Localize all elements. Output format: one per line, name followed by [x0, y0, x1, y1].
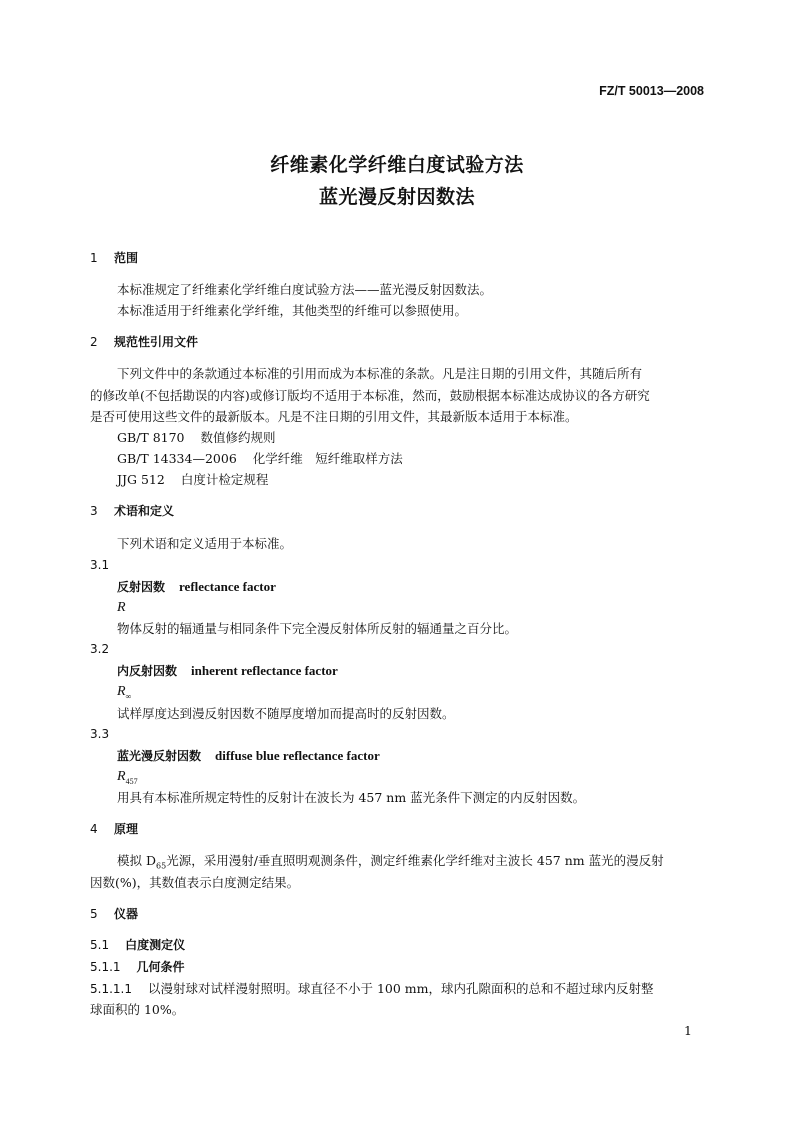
symbol-base: R: [117, 769, 126, 784]
symbol-base: R: [117, 600, 126, 615]
subsection-title: 几何条件: [136, 960, 185, 974]
term-definition: 试样厚度达到漫反射因数不随厚度增加而提高时的反射因数。: [117, 706, 455, 721]
section-number: 1: [90, 251, 98, 265]
term-definition: 物体反射的辐通量与相同条件下完全漫反射体所反射的辐通量之百分比。: [117, 621, 518, 636]
term-definition: 用具有本标准所规定特性的反射计在波长为 457 nm 蓝光条件下测定的内反射因数。: [117, 790, 586, 805]
term-zh: 反射因数: [117, 580, 166, 594]
paragraph-line: 下列文件中的条款通过本标准的引用而成为本标准的条款。凡是注日期的引用文件，其随后所有: [117, 366, 643, 381]
reference-title: 数值修约规则: [200, 430, 276, 445]
section-number: 4: [90, 822, 98, 836]
reference-code: JJG 512: [117, 472, 165, 487]
clause-number: 5.1.1.1: [90, 982, 132, 996]
paragraph: 本标准规定了纤维素化学纤维白度试验方法——蓝光漫反射因数法。: [117, 282, 493, 297]
term-zh: 内反射因数: [117, 664, 178, 678]
term-number: 3.3: [90, 727, 110, 741]
term-en: reflectance factor: [179, 579, 276, 594]
reference-item: [117, 451, 403, 467]
term-symbol: [117, 599, 126, 617]
term-number: 3.1: [90, 558, 110, 572]
term-entry: [117, 748, 380, 765]
text-run: 以漫射球对试样漫射照明。球直径不小于 100 mm，球内孔隙面积的总和不超过球内反射整: [147, 981, 654, 996]
section-title: 术语和定义: [114, 504, 175, 518]
subsection-title: 白度测定仪: [125, 938, 186, 952]
reference-item: [117, 430, 276, 446]
term-symbol: [117, 683, 131, 702]
section-number: 5: [90, 907, 98, 921]
paragraph: 本标准适用于纤维素化学纤维，其他类型的纤维可以参照使用。: [117, 303, 468, 318]
paragraph-line: 因数(%)，其数值表示白度测定结果。: [90, 875, 300, 890]
subsection-heading-5-1-1: [90, 960, 185, 976]
term-number: 3.2: [90, 642, 110, 656]
term-entry: [117, 579, 276, 596]
reference-code: GB/T 8170: [117, 430, 185, 445]
paragraph-line: 球面积的 10%。: [90, 1002, 185, 1017]
subsection-number: 5.1.1: [90, 960, 121, 974]
subscript: 65: [156, 861, 167, 871]
section-number: 3: [90, 504, 98, 518]
reference-code: GB/T 14334—2006: [117, 451, 237, 466]
text-run: 光源，采用漫射/垂直照明观测条件，测定纤维素化学纤维对主波长 457 nm 蓝光的漫反射: [166, 853, 664, 868]
section-heading-1: [90, 251, 138, 267]
reference-title: 化学纤维 短纤维取样方法: [252, 451, 403, 466]
section-title: 规范性引用文件: [114, 335, 199, 349]
symbol-base: R: [117, 684, 126, 699]
paragraph: 下列术语和定义适用于本标准。: [117, 536, 293, 551]
document-title-line2: 蓝光漫反射因数法: [318, 186, 475, 208]
term-en: inherent reflectance factor: [191, 663, 338, 678]
document-title-line1: 纤维素化学纤维白度试验方法: [270, 154, 524, 176]
term-entry: [117, 663, 338, 680]
section-title: 范围: [114, 251, 139, 265]
section-number: 2: [90, 335, 98, 349]
paragraph-line: 是否可使用这些文件的最新版本。凡是不注日期的引用文件，其最新版本适用于本标准。: [90, 409, 578, 424]
section-title: 原理: [114, 822, 139, 836]
paragraph-line: 的修改单(不包括勘误的内容)或修订版均不适用于本标准，然而，鼓励根据本标准达成协议的各方研究: [90, 388, 650, 403]
section-heading-3: [90, 504, 174, 520]
section-title: 仪器: [114, 907, 139, 921]
section-heading-4: [90, 822, 138, 838]
paragraph-line: [90, 981, 654, 998]
paragraph-line: [117, 853, 664, 872]
section-heading-5: [90, 907, 138, 923]
subsection-heading-5-1: [90, 938, 185, 954]
symbol-subscript: ∞: [125, 691, 132, 701]
page-number: 1: [684, 1023, 692, 1038]
standard-code: FZ/T 50013—2008: [599, 84, 704, 98]
text-run: 模拟 D: [117, 853, 156, 868]
symbol-subscript: 457: [125, 776, 138, 786]
section-heading-2: [90, 335, 198, 351]
term-zh: 蓝光漫反射因数: [117, 749, 202, 763]
term-symbol: [117, 768, 138, 787]
reference-item: [117, 472, 268, 488]
reference-title: 白度计检定规程: [180, 472, 269, 487]
subsection-number: 5.1: [90, 938, 110, 952]
term-en: diffuse blue reflectance factor: [215, 748, 380, 763]
